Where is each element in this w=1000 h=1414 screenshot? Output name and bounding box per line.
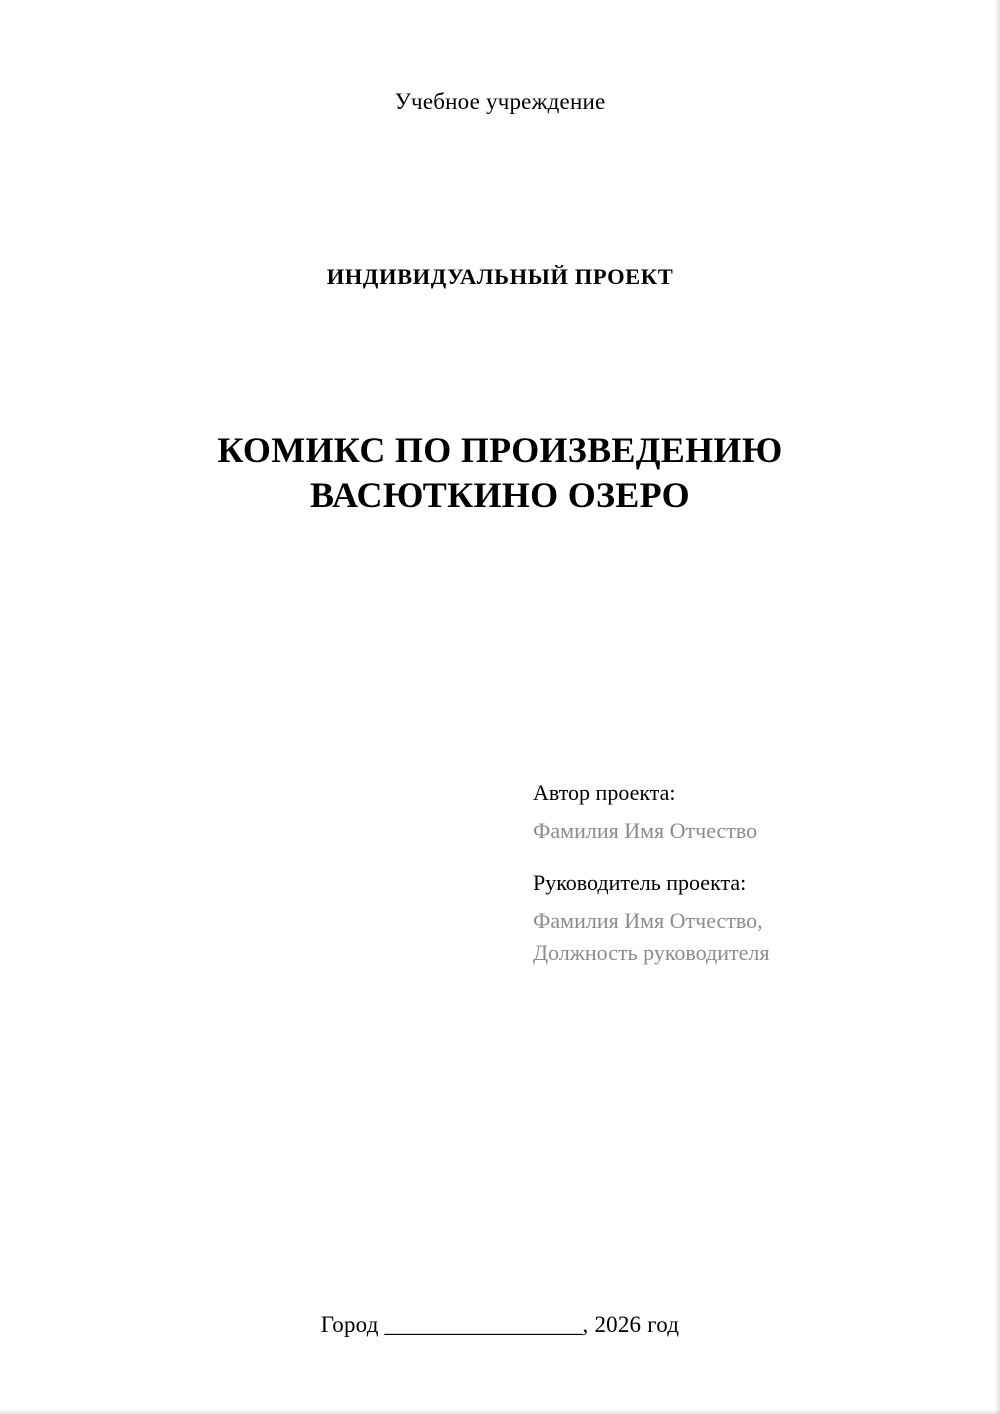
supervisor-placeholder-position: Должность руководителя xyxy=(533,940,770,965)
footer-city-label: Город xyxy=(320,1312,385,1337)
supervisor-placeholder-name: Фамилия Имя Отчество, xyxy=(533,908,763,933)
footer-blank-line: __________________ xyxy=(384,1312,583,1337)
project-title-line-1: КОМИКС ПО ПРОИЗВЕДЕНИЮ xyxy=(217,430,783,470)
author-group xyxy=(533,782,953,842)
credits-block xyxy=(533,782,953,964)
document-type: ИНДИВИДУАЛЬНЫЙ ПРОЕКТ xyxy=(326,264,674,289)
project-title xyxy=(0,428,1000,518)
author-placeholder-value: Фамилия Имя Отчество xyxy=(533,818,758,843)
institution-name: Учебное учреждение xyxy=(394,89,606,114)
supervisor-group xyxy=(533,872,953,964)
footer-city-year xyxy=(0,1312,1000,1338)
footer-year: , 2026 год xyxy=(582,1312,680,1337)
project-title-line-2: ВАСЮТКИНО ОЗЕРО xyxy=(309,475,690,515)
supervisor-label: Руководитель проекта: xyxy=(533,870,747,895)
author-label: Автор проекта: xyxy=(533,780,676,805)
